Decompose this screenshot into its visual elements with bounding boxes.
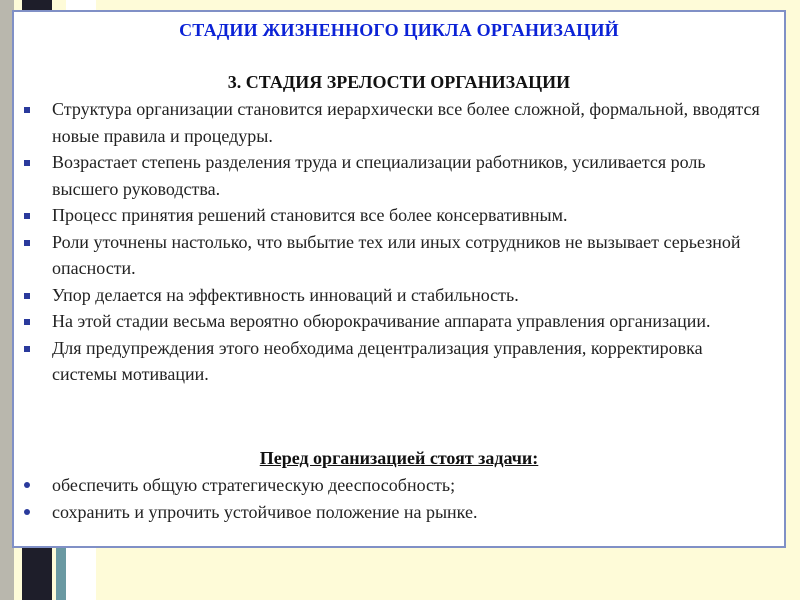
square-bullet-icon [24, 160, 30, 166]
list-item [14, 335, 784, 388]
list-item [14, 282, 784, 309]
task-item-text: сохранить и упрочить устойчивое положение на рынке. [52, 501, 478, 522]
bullet-list [14, 96, 784, 388]
list-item [14, 149, 784, 202]
tasks-list [14, 472, 784, 525]
square-bullet-icon [24, 107, 30, 113]
list-item [14, 308, 784, 335]
round-bullet-icon [24, 482, 30, 488]
list-item-text: На этой стадии весьма вероятно обюрокрачивание аппарата управления организации. [52, 311, 711, 331]
list-item-text: Возрастает степень разделения труда и специализации работников, усиливается роль высшего руководства. [52, 152, 706, 199]
task-item [14, 472, 784, 499]
list-item-text: Для предупреждения этого необходима децентрализация управления, корректировка системы мотивации. [52, 337, 703, 384]
section-subtitle: 3. СТАДИЯ ЗРЕЛОСТИ ОРГАНИЗАЦИИ [227, 72, 571, 92]
list-item-text: Структура организации становится иерархически все более сложной, формальной, вводятся новые правила и процедуры. [52, 99, 760, 146]
list-item-text: Роли уточнены настолько, что выбытие тех или иных сотрудников не вызывает серьезной опасности. [52, 231, 741, 278]
list-item-text: Процесс принятия решений становится все более консервативным. [52, 205, 568, 225]
strip-teal-block [56, 548, 66, 600]
square-bullet-icon [24, 346, 30, 352]
square-bullet-icon [24, 240, 30, 246]
square-bullet-icon [24, 213, 30, 219]
square-bullet-icon [24, 319, 30, 325]
square-bullet-icon [24, 293, 30, 299]
round-bullet-icon [24, 509, 30, 515]
list-item [14, 229, 784, 282]
task-item [14, 499, 784, 526]
list-item [14, 202, 784, 229]
task-item-text: обеспечить общую стратегическую дееспособность; [52, 475, 456, 495]
slide-panel [12, 10, 786, 548]
list-item-text: Упор делается на эффективность инноваций и стабильность. [52, 284, 519, 305]
list-item [14, 96, 784, 149]
strip-white-block [66, 548, 96, 600]
tasks-heading: Перед организацией стоят задачи: [259, 448, 539, 468]
slide-title: СТАДИИ ЖИЗНЕННОГО ЦИКЛА ОРГАНИЗАЦИЙ [179, 20, 619, 40]
strip-dark-block [22, 548, 52, 600]
